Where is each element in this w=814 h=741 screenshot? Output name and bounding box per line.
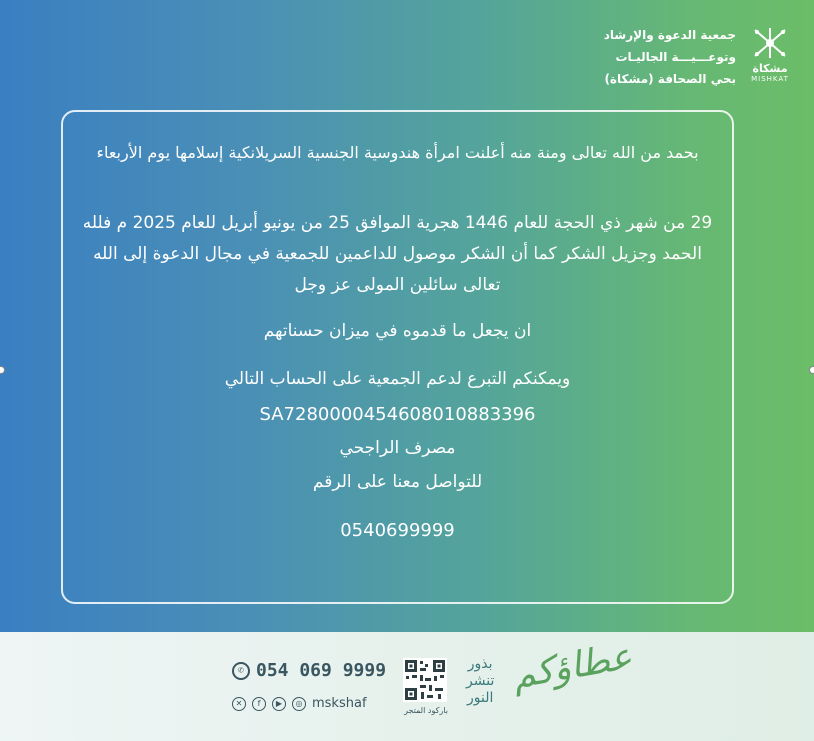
slogan-line2: تنشر: [466, 673, 495, 689]
slogan: [466, 656, 494, 707]
slogan-line3: النور: [466, 690, 494, 706]
footer-phone-number: 054 069 9999: [256, 660, 387, 681]
qr-label: باركود المتجر: [404, 706, 448, 715]
social-links: [232, 696, 367, 711]
lantern-icon: [751, 26, 789, 60]
facebook-icon[interactable]: f: [252, 697, 266, 711]
x-icon[interactable]: ✕: [232, 697, 246, 711]
left-edge-handle: [0, 366, 5, 374]
contact-number: 0540699999: [340, 520, 455, 541]
contact-label: للتواصل معنا على الرقم: [312, 472, 483, 492]
announcement-intro: بحمد من الله تعالى ومنة منه أعلنت امرأة هندوسية الجنسية السريلانكية إسلامها يوم الأربعاء: [96, 143, 699, 162]
announcement-details: 29 من شهر ذي الحجة للعام 1446 هجرية الموافق 25 من يونيو أبريل للعام 2025 م فلله الحمد وجزيل الشكر كما أن الشكر موصول للداعمين للجمعية في مجال الدعوة إلى الله تعالى سائلين المولى عز وجل: [82, 213, 713, 295]
donation-text: ويمكنكم التبرع لدعم الجمعية على الحساب التالي: [224, 369, 571, 389]
iban-number: SA7280000454608010883396: [259, 404, 536, 425]
calligraphy-logo: عطاؤكم: [509, 635, 636, 698]
footer-phone: [232, 660, 386, 681]
mishkat-logo: [744, 26, 796, 90]
org-name-line2: وتوعـــيـــة الجاليـات: [615, 50, 736, 64]
prayer-text: ان يجعل ما قدموه في ميزان حسناتهم: [263, 321, 532, 341]
organization-header: [476, 24, 736, 90]
phone-icon: ✆: [232, 662, 250, 680]
logo-arabic-text: مشكاة: [752, 62, 788, 75]
announcement-card: [61, 110, 734, 604]
logo-english-text: MISHKAT: [751, 75, 789, 83]
slogan-line1: بذور: [467, 656, 493, 672]
youtube-icon[interactable]: ▶: [272, 697, 286, 711]
org-name-line3: بحي الصحافة (مشكاة): [604, 72, 736, 86]
bank-name: مصرف الراجحي: [339, 438, 456, 458]
right-edge-handle: [809, 366, 814, 374]
qr-code-icon[interactable]: [403, 658, 447, 702]
social-handle: mskshaf: [312, 696, 367, 711]
footer-bar: [0, 632, 814, 741]
instagram-icon[interactable]: ◎: [292, 697, 306, 711]
org-name-line1: جمعية الدعوة والإرشاد: [603, 28, 736, 42]
